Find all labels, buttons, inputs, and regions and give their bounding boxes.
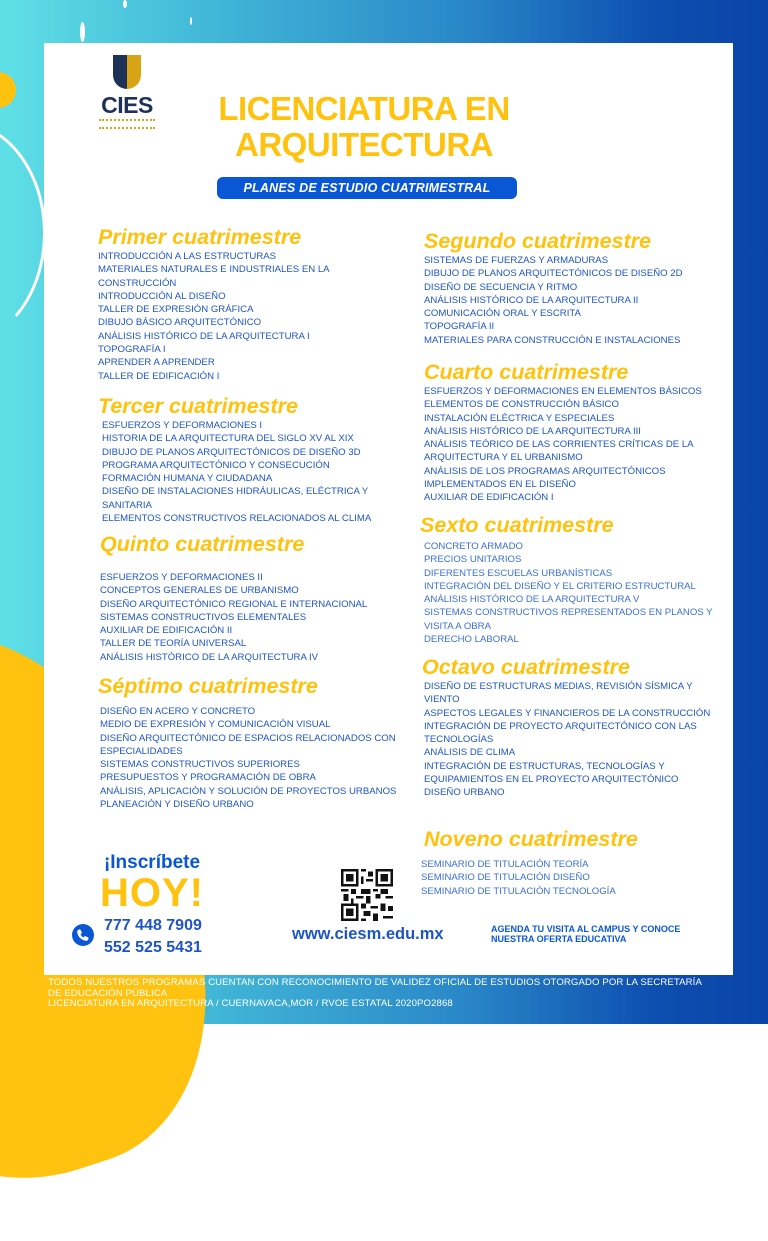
course-list [102, 419, 408, 525]
semester-8 [422, 654, 722, 800]
semester-title: Octavo cuatrimestre [422, 655, 630, 679]
semester-1 [98, 224, 398, 383]
content-card [44, 43, 733, 975]
course-item: ESFUERZOS Y DEFORMACIONES I [102, 420, 263, 431]
title-line-1: LICENCIATURA EN [218, 90, 510, 127]
course-item: ANÁLISIS, APLICACIÓN Y SOLUCIÓN DE PROYECTOS URBANOS [100, 785, 397, 797]
page-title [194, 91, 534, 163]
footer-line-3: LICENCIATURA EN ARQUITECTURA / CUERNAVACA,MOR / RVOE ESTATAL 2020PO2868 [48, 998, 453, 1009]
course-list [424, 680, 722, 800]
course-list [98, 250, 398, 383]
course-item: ASPECTOS LEGALES Y FINANCIEROS DE LA CONSTRUCCIÓN [424, 707, 711, 719]
cies-logo [92, 55, 162, 129]
semester-title: Sexto cuatrimestre [420, 513, 614, 537]
semester-4 [424, 359, 724, 505]
course-item: ANÁLISIS HISTÓRICO DE LA ARQUITECTURA I [98, 330, 310, 342]
course-item: MATERIALES PARA CONSTRUCCIÓN E INSTALACIONES [424, 334, 681, 346]
enroll-today-text: HOY! [100, 871, 204, 915]
course-item: SISTEMAS DE FUERZAS Y ARMADURAS [424, 255, 609, 266]
course-item: DISEÑO DE ESTRUCTURAS MEDIAS, REVISIÓN SÍSMICA Y VIENTO [424, 681, 693, 706]
decorative-brush-stroke [123, 0, 127, 8]
visit-line-2: NUESTRA OFERTA EDUCATIVA [491, 934, 627, 944]
course-item: ESFUERZOS Y DEFORMACIONES II [100, 572, 263, 583]
course-item: INTEGRACIÓN DE PROYECTO ARQUITECTÓNICO CON LAS TECNOLOGÍAS [424, 720, 697, 746]
semester-6 [420, 512, 720, 646]
course-item: ANÁLISIS HISTÓRICO DE LA ARQUITECTURA V [424, 594, 640, 606]
course-list [424, 540, 720, 646]
course-item: MATERIALES NATURALES E INDUSTRIALES EN LA CONSTRUCCIÓN [98, 264, 330, 289]
course-item: PLANEACIÓN Y DISEÑO URBANO [100, 799, 254, 811]
course-list [424, 385, 724, 505]
logo-text: CIES [101, 92, 153, 118]
semester-title: Noveno cuatrimestre [424, 827, 638, 851]
course-item: DIBUJO DE PLANOS ARQUITECTÓNICOS DE DISEÑO 3D [102, 446, 361, 458]
semester-title: Cuarto cuatrimestre [424, 360, 629, 384]
course-item: DISEÑO DE SECUENCIA Y RITMO [424, 281, 578, 293]
course-item: SISTEMAS CONSTRUCTIVOS ELEMENTALES [100, 611, 307, 623]
course-item: TALLER DE EDIFICACIÓN I [98, 370, 220, 382]
course-list [100, 571, 410, 664]
shield-icon [113, 55, 141, 89]
course-item: INTEGRACIÓN DE ESTRUCTURAS, TECNOLOGÍAS Y EQUIPAMIENTOS EN EL PROYECTO ARQUITECTÓNICO [424, 760, 679, 786]
decorative-brush-stroke [80, 22, 85, 42]
course-item: INTRODUCCIÓN A LAS ESTRUCTURAS [98, 251, 277, 262]
course-item: TALLER DE EXPRESIÓN GRÁFICA [98, 304, 254, 316]
semester-2 [424, 228, 724, 347]
course-item: DISEÑO ARQUITECTÓNICO REGIONAL E INTERNACIONAL [100, 598, 368, 610]
semester-9 [421, 826, 724, 898]
course-item: DIBUJO DE PLANOS ARQUITECTÓNICOS DE DISEÑO 2D [424, 268, 683, 280]
course-item: APRENDER A APRENDER [98, 357, 215, 369]
course-list [421, 858, 724, 898]
course-item: FORMACIÓN HUMANA Y CIUDADANA [102, 473, 273, 485]
course-item: SISTEMAS CONSTRUCTIVOS REPRESENTADOS EN PLANOS Y VISITA A OBRA [424, 607, 713, 632]
course-item: PRESUPUESTOS Y PROGRAMACIÓN DE OBRA [100, 772, 316, 784]
qr-code-icon[interactable] [341, 869, 393, 921]
course-item: DIBUJO BÁSICO ARQUITECTÓNICO [98, 317, 262, 329]
course-item: INTEGRACIÓN DEL DISEÑO Y EL CRITERIO ESTRUCTURAL [424, 580, 696, 592]
course-list [424, 254, 724, 347]
semester-title: Quinto cuatrimestre [100, 532, 305, 556]
website-link[interactable]: www.ciesm.edu.mx [292, 925, 444, 943]
course-item: ANÁLISIS TEÓRICO DE LAS CORRIENTES CRÍTICAS DE LA ARQUITECTURA Y EL URBANISMO [424, 439, 694, 464]
semester-5 [100, 531, 410, 664]
phone-icon [72, 924, 94, 946]
course-item: CONCRETO ARMADO [424, 541, 523, 552]
legal-footer [48, 978, 748, 1010]
course-item: DIFERENTES ESCUELAS URBANÍSTICAS [424, 567, 613, 579]
course-item: CONCEPTOS GENERALES DE URBANISMO [100, 585, 299, 597]
study-plan-badge: PLANES DE ESTUDIO CUATRIMESTRAL [217, 177, 517, 199]
course-item: AUXILIAR DE EDIFICACIÓN I [424, 492, 554, 504]
course-item: SEMINARIO DE TITULACIÓN DISEÑO [421, 872, 590, 884]
course-item: DISEÑO EN ACERO Y CONCRETO [100, 706, 256, 717]
course-item: DERECHO LABORAL [424, 634, 519, 646]
semester-title: Séptimo cuatrimestre [98, 674, 318, 698]
course-item: ANÁLISIS DE LOS PROGRAMAS ARQUITECTÓNICOS IMPLEMENTADOS EN EL DISEÑO [424, 465, 666, 491]
phone-number-1[interactable]: 777 448 7909 [104, 917, 202, 934]
enroll-text: ¡Inscríbete [103, 852, 201, 873]
course-list [100, 705, 408, 811]
course-item: MEDIO DE EXPRESIÓN Y COMUNICACIÓN VISUAL [100, 719, 331, 731]
semester-title: Segundo cuatrimestre [424, 229, 651, 253]
course-item: DISEÑO URBANO [424, 787, 505, 799]
semester-title: Tercer cuatrimestre [98, 394, 298, 418]
course-item: ESFUERZOS Y DEFORMACIONES EN ELEMENTOS BÁSICOS [424, 386, 702, 397]
course-item: ANÁLISIS DE CLIMA [424, 747, 516, 759]
semester-7 [98, 673, 408, 811]
course-item: TOPOGRAFÍA I [98, 344, 166, 356]
course-item: ANÁLISIS HISTÓRICO DE LA ARQUITECTURA III [424, 425, 641, 437]
course-item: AUXILIAR DE EDIFICACIÓN II [100, 625, 233, 637]
decorative-brush-stroke [190, 17, 192, 25]
phone-number-2[interactable]: 552 525 5431 [104, 939, 202, 956]
course-item: INTRODUCCIÓN AL DISEÑO [98, 290, 226, 302]
course-item: DISEÑO ARQUITECTÓNICO DE ESPACIOS RELACIONADOS CON ESPECIALIDADES [100, 732, 396, 757]
course-item: ANÁLISIS HISTÓRICO DE LA ARQUITECTURA IV [100, 651, 319, 663]
phone-numbers [104, 915, 202, 959]
visit-line-1: AGENDA TU VISITA AL CAMPUS Y CONOCE [491, 924, 681, 934]
course-item: HISTORIA DE LA ARQUITECTURA DEL SIGLO XV AL XIX [102, 433, 354, 445]
visit-campus-text [491, 924, 721, 944]
course-item: ELEMENTOS DE CONSTRUCCIÓN BÁSICO [424, 399, 619, 411]
course-item: COMUNICACIÓN ORAL Y ESCRITA [424, 308, 581, 320]
footer-line-1: TODOS NUESTROS PROGRAMAS CUENTAN CON RECONOCIMIENTO DE VALIDEZ OFICIAL DE ESTUDIOS OTORGADO POR LA SECRETARÍA [48, 977, 702, 988]
course-item: PRECIOS UNITARIOS [424, 554, 522, 566]
course-item: SEMINARIO DE TITULACIÓN TEORÍA [421, 859, 589, 870]
logo-subtitle-graphic [99, 119, 155, 129]
title-line-2: ARQUITECTURA [235, 126, 493, 163]
course-item: SEMINARIO DE TITULACIÓN TECNOLOGÍA [421, 885, 616, 897]
course-item: SISTEMAS CONSTRUCTIVOS SUPERIORES [100, 759, 300, 771]
semester-title: Primer cuatrimestre [98, 225, 302, 249]
course-item: ANÁLISIS HISTÓRICO DE LA ARQUITECTURA II [424, 294, 639, 306]
course-item: TALLER DE TEORÍA UNIVERSAL [100, 638, 247, 650]
course-item: PROGRAMA ARQUITECTÓNICO Y CONSECUCIÓN [102, 459, 330, 471]
footer-line-2: DE EDUCACIÓN PÚBLICA [48, 987, 168, 999]
course-item: INSTALACIÓN ELÉCTRICA Y ESPECIALES [424, 412, 615, 424]
course-item: DISEÑO DE INSTALACIONES HIDRÁULICAS, ELÉCTRICA Y SANITARIA [102, 486, 369, 511]
course-item: TOPOGRAFÍA II [424, 321, 495, 333]
semester-3 [98, 393, 408, 525]
enroll-callout [92, 853, 212, 913]
course-item: ELEMENTOS CONSTRUCTIVOS RELACIONADOS AL CLIMA [102, 513, 372, 525]
